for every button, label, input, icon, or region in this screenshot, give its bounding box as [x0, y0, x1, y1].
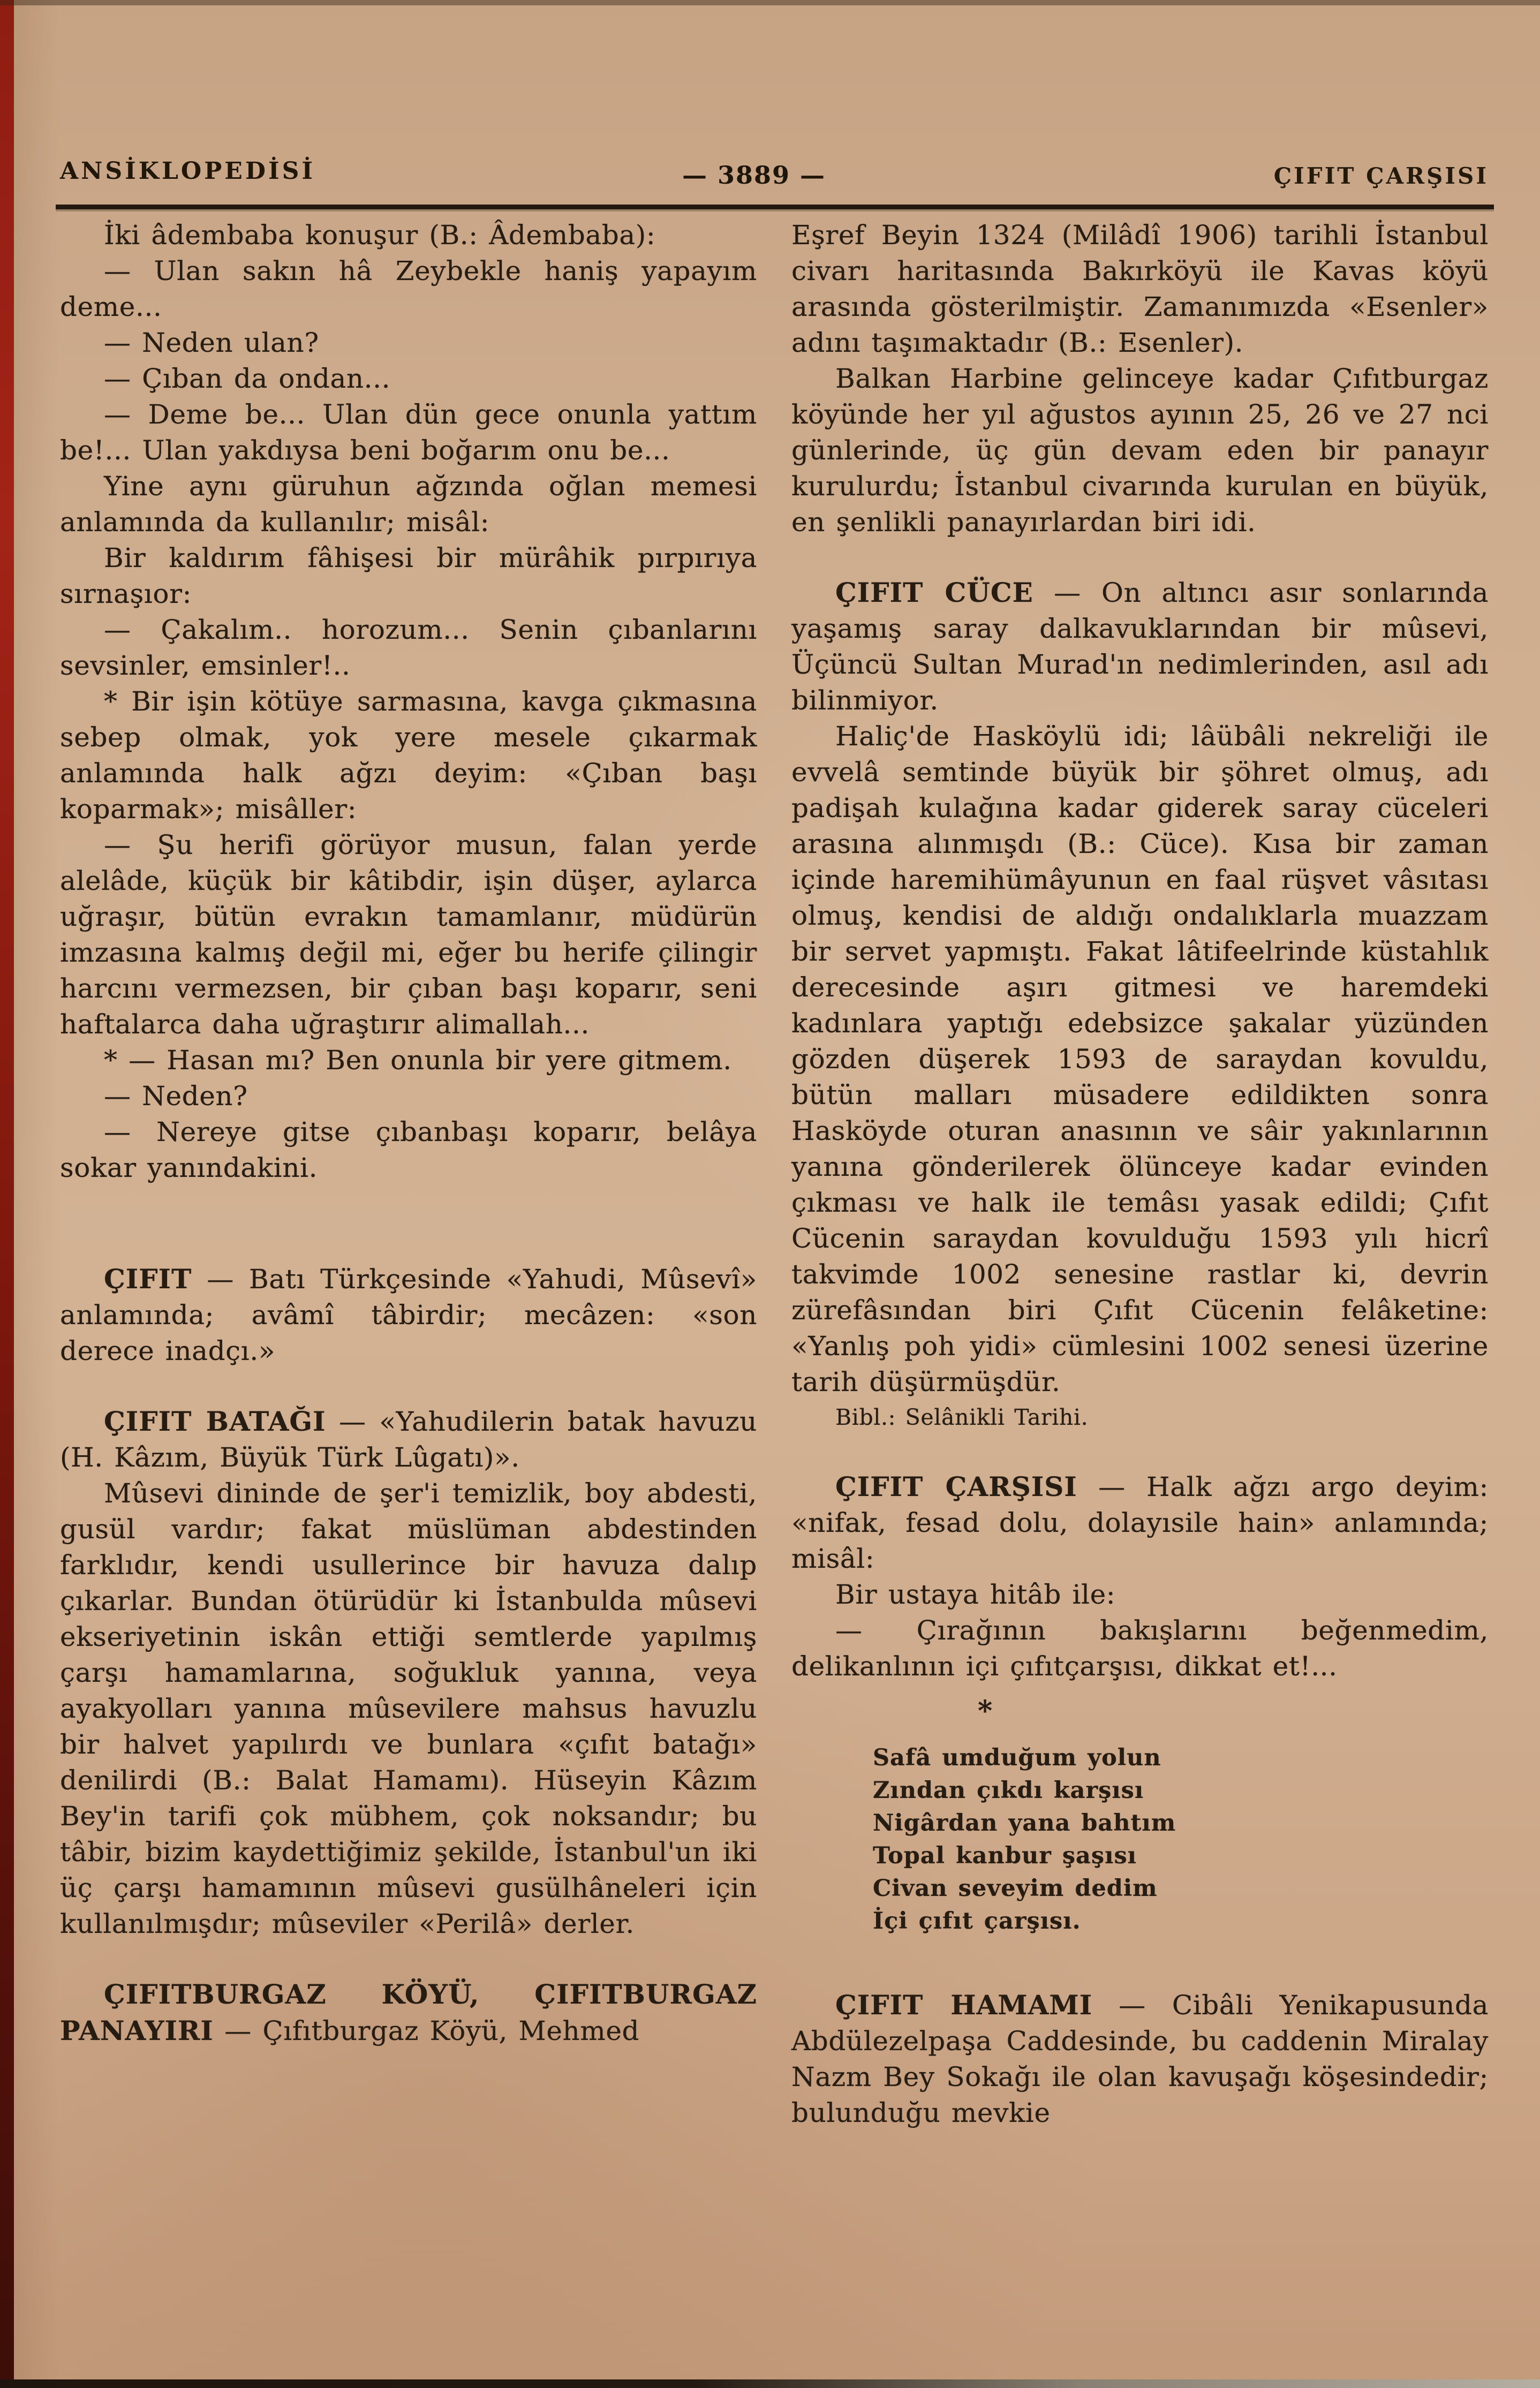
poem-line: İçi çıfıt çarşısı. — [873, 1908, 1081, 1934]
running-head-entry-name: ÇIFIT ÇARŞISI — [1273, 163, 1489, 189]
paragraph: Eşref Beyin 1324 (Milâdî 1906) tarihli İstanbul civarı haritasında Bakırköyü ile Kavas köyü arasında gösterilmiştir. Zamanımızda «Esenler» adını taşımaktadır (B.: Esenler). — [791, 220, 1489, 358]
entry-paragraph: ÇIFIT BATAĞI — «Yahudilerin batak havuzu (H. Kâzım, Büyük Türk Lûgatı)». — [60, 1405, 757, 1473]
paragraph: — Çakalım.. horozum... Senin çıbanlarını sevsinler, emsinler!.. — [60, 614, 757, 681]
paragraph: * Bir işin kötüye sarmasına, kavga çıkmasına sebep olmak, yok yere mesele çıkarmak anlamında halk ağzı deyim: «Çıban başı koparmak»; misâller: — [60, 686, 757, 825]
paragraph: * — Hasan mı? Ben onunla bir yere gitmem. — [104, 1045, 732, 1076]
paragraph: — Neden ulan? — [104, 327, 319, 358]
poem — [873, 1742, 1489, 1938]
poem-line: Zından çıkdı karşısı — [873, 1777, 1144, 1804]
scan-edge-bottom — [0, 2379, 1540, 2388]
poem-line: Safâ umduğum yolun — [873, 1744, 1161, 1771]
entry-headword: ÇIFIT HAMAMI — [835, 1989, 1093, 2021]
bibliography-line: Bibl.: Selânikli Tarihi. — [835, 1404, 1089, 1430]
paragraph: — Neden? — [104, 1080, 248, 1112]
paragraph: — Çıban da ondan... — [104, 363, 391, 394]
page-number: — 3889 — — [682, 161, 826, 190]
poem-line: Topal kanbur şaşısı — [873, 1842, 1137, 1869]
paragraph: İki âdembaba konuşur (B.: Âdembaba): — [104, 220, 656, 251]
paragraph: Yine aynı güruhun ağzında oğlan memesi anlamında da kullanılır; misâl: — [60, 471, 757, 538]
entry-paragraph: ÇIFIT CÜCE — On altıncı asır sonlarında yaşamış saray dalkavuklarından bir mûsevi, Üçüncü Sultan Murad'ın nedimlerinden, asıl adı bilinmiyor. — [791, 577, 1489, 716]
running-head-title: ANSİKLOPEDİSİ — [60, 157, 315, 185]
scan-edge-left — [0, 0, 14, 2388]
paragraph: — Deme be... Ulan dün gece onunla yattım be!... Ulan yakdıysa beni boğarım onu be... — [60, 399, 757, 466]
asterisk-separator: * — [978, 1695, 993, 1727]
header-rule — [56, 205, 1494, 209]
column-left — [60, 217, 757, 2049]
entry-headword: ÇIFIT — [104, 1263, 192, 1295]
entry-headword: ÇIFIT ÇARŞISI — [835, 1471, 1077, 1502]
paragraph: — Şu herifi görüyor musun, falan yerde alelâde, küçük bir kâtibdir, işin düşer, aylarca uğraşır, bütün evrakın tamamlanır, müdürün imzasına kalmış değil mi, eğer bu herife çilingir harcını vermezsen, bir çıban başı koparır, seni haftalarca daha uğraştırır alimallah... — [60, 829, 757, 1040]
entry-paragraph: ÇIFIT — Batı Türkçesinde «Yahudi, Mûsevî» anlamında; avâmî tâbirdir; mecâzen: «son derece inadçı.» — [60, 1263, 757, 1366]
poem-line: Civan seveyim dedim — [873, 1875, 1158, 1902]
column-right — [791, 217, 1489, 2131]
paragraph: Balkan Harbine gelinceye kadar Çıfıtburgaz köyünde her yıl ağustos ayının 25, 26 ve 27 nci günlerinde, üç gün devam eden bir panayır kurulurdu; İstanbul civarında kurulan en büyük, en şenlikli panayırlardan biri idi. — [791, 363, 1489, 538]
paragraph: — Ulan sakın hâ Zeybekle haniş yapayım deme... — [60, 255, 757, 322]
entry-paragraph: ÇIFIT ÇARŞISI — Halk ağzı argo deyim: «nifak, fesad dolu, dolayısile hain» anlamında; misâl: — [791, 1471, 1489, 1574]
paragraph: Haliç'de Hasköylü idi; lâübâli nekreliği ile evvelâ semtinde büyük bir şöhret olmuş, adı padişah kulağına kadar giderek saray cüceleri arasına alınmışdı (B.: Cüce). Kısa bir zaman içinde haremihümâyunun en faal rüşvet vâsıtası olmuş, kendisi de aldığı ondalıklarla muazzam bir servet yapmıştı. Fakat lâtifeelrinde küstahlık derecesinde aşırı gitmesi ve haremdeki kadınlara yaptığı edebsizce şakalar yüzünden gözden düşerek 1593 de saraydan kovuldu, bütün malları müsadere edildikten sonra Hasköyde oturan anasının ve sâir yakınlarının yanına gönderilerek ölünceye kadar evinden çıkması ve halk ile temâsı yasak edildi; Çıfıt Cücenin saraydan kovulduğu 1593 yılı hicrî takvimde 1002 senesine rastlar ki, devrin zürefâsından biri Çıfıt Cücenin felâketine: «Yanlış poh yidi» cümlesini 1002 senesi üzerine tarih düşürmüşdür. — [791, 721, 1489, 1397]
entry-paragraph: ÇIFITBURGAZ KÖYÜ, ÇIFITBURGAZ PANAYIRI — Çıfıtburgaz Köyü, Mehmed — [60, 1978, 757, 2046]
paragraph: — Çırağının bakışlarını beğenmedim, delikanlının içi çıfıtçarşısı, dikkat et!... — [791, 1615, 1489, 1682]
entry-paragraph: ÇIFIT HAMAMI — Cibâli Yenikapusunda Abdülezelpaşa Caddesinde, bu caddenin Miralay Nazm Bey Sokağı ile olan kavuşağı köşesindedir; bulunduğu mevkie — [791, 1989, 1489, 2128]
paragraph: Mûsevi dininde de şer'i temizlik, boy abdesti, gusül vardır; fakat müslüman abdestinden farklıdır, kendi usullerince bir havuza dalıp çıkarlar. Bundan ötürüdür ki İstanbulda mûsevi ekseriyetinin iskân ettiği semtlerde yapılmış çarşı hamamlarına, soğukluk yanına, veya ayakyolları yanına mûsevilere mahsus havuzlu bir halvet yapılırdı ve bunlara «çıfıt batağı» denilirdi (B.: Balat Hamamı). Hüseyin Kâzım Bey'in tarifi çok mübhem, çok noksandır; bu tâbir, bizim kaydettiğimiz şekilde, İstanbul'un iki üç çarşı hamamının mûsevi gusülhâneleri için kullanılmışdır; mûseviler «Perilâ» derler. — [60, 1478, 757, 1939]
entry-headword: ÇIFIT CÜCE — [835, 577, 1033, 608]
paragraph: Bir kaldırım fâhişesi bir mürâhik pırpırıya sırnaşıor: — [60, 542, 757, 609]
entry-headword: ÇIFIT BATAĞI — [104, 1405, 326, 1437]
entry-headword: ÇIFITBURGAZ KÖYÜ, ÇIFITBURGAZ PANAYIRI — [60, 1978, 757, 2046]
paragraph: Bir ustaya hitâb ile: — [835, 1579, 1116, 1610]
poem-line: Nigârdan yana bahtım — [873, 1810, 1176, 1837]
scan-edge-top — [0, 0, 1540, 5]
paragraph: — Nereye gitse çıbanbaşı koparır, belâya sokar yanındakini. — [60, 1116, 757, 1183]
